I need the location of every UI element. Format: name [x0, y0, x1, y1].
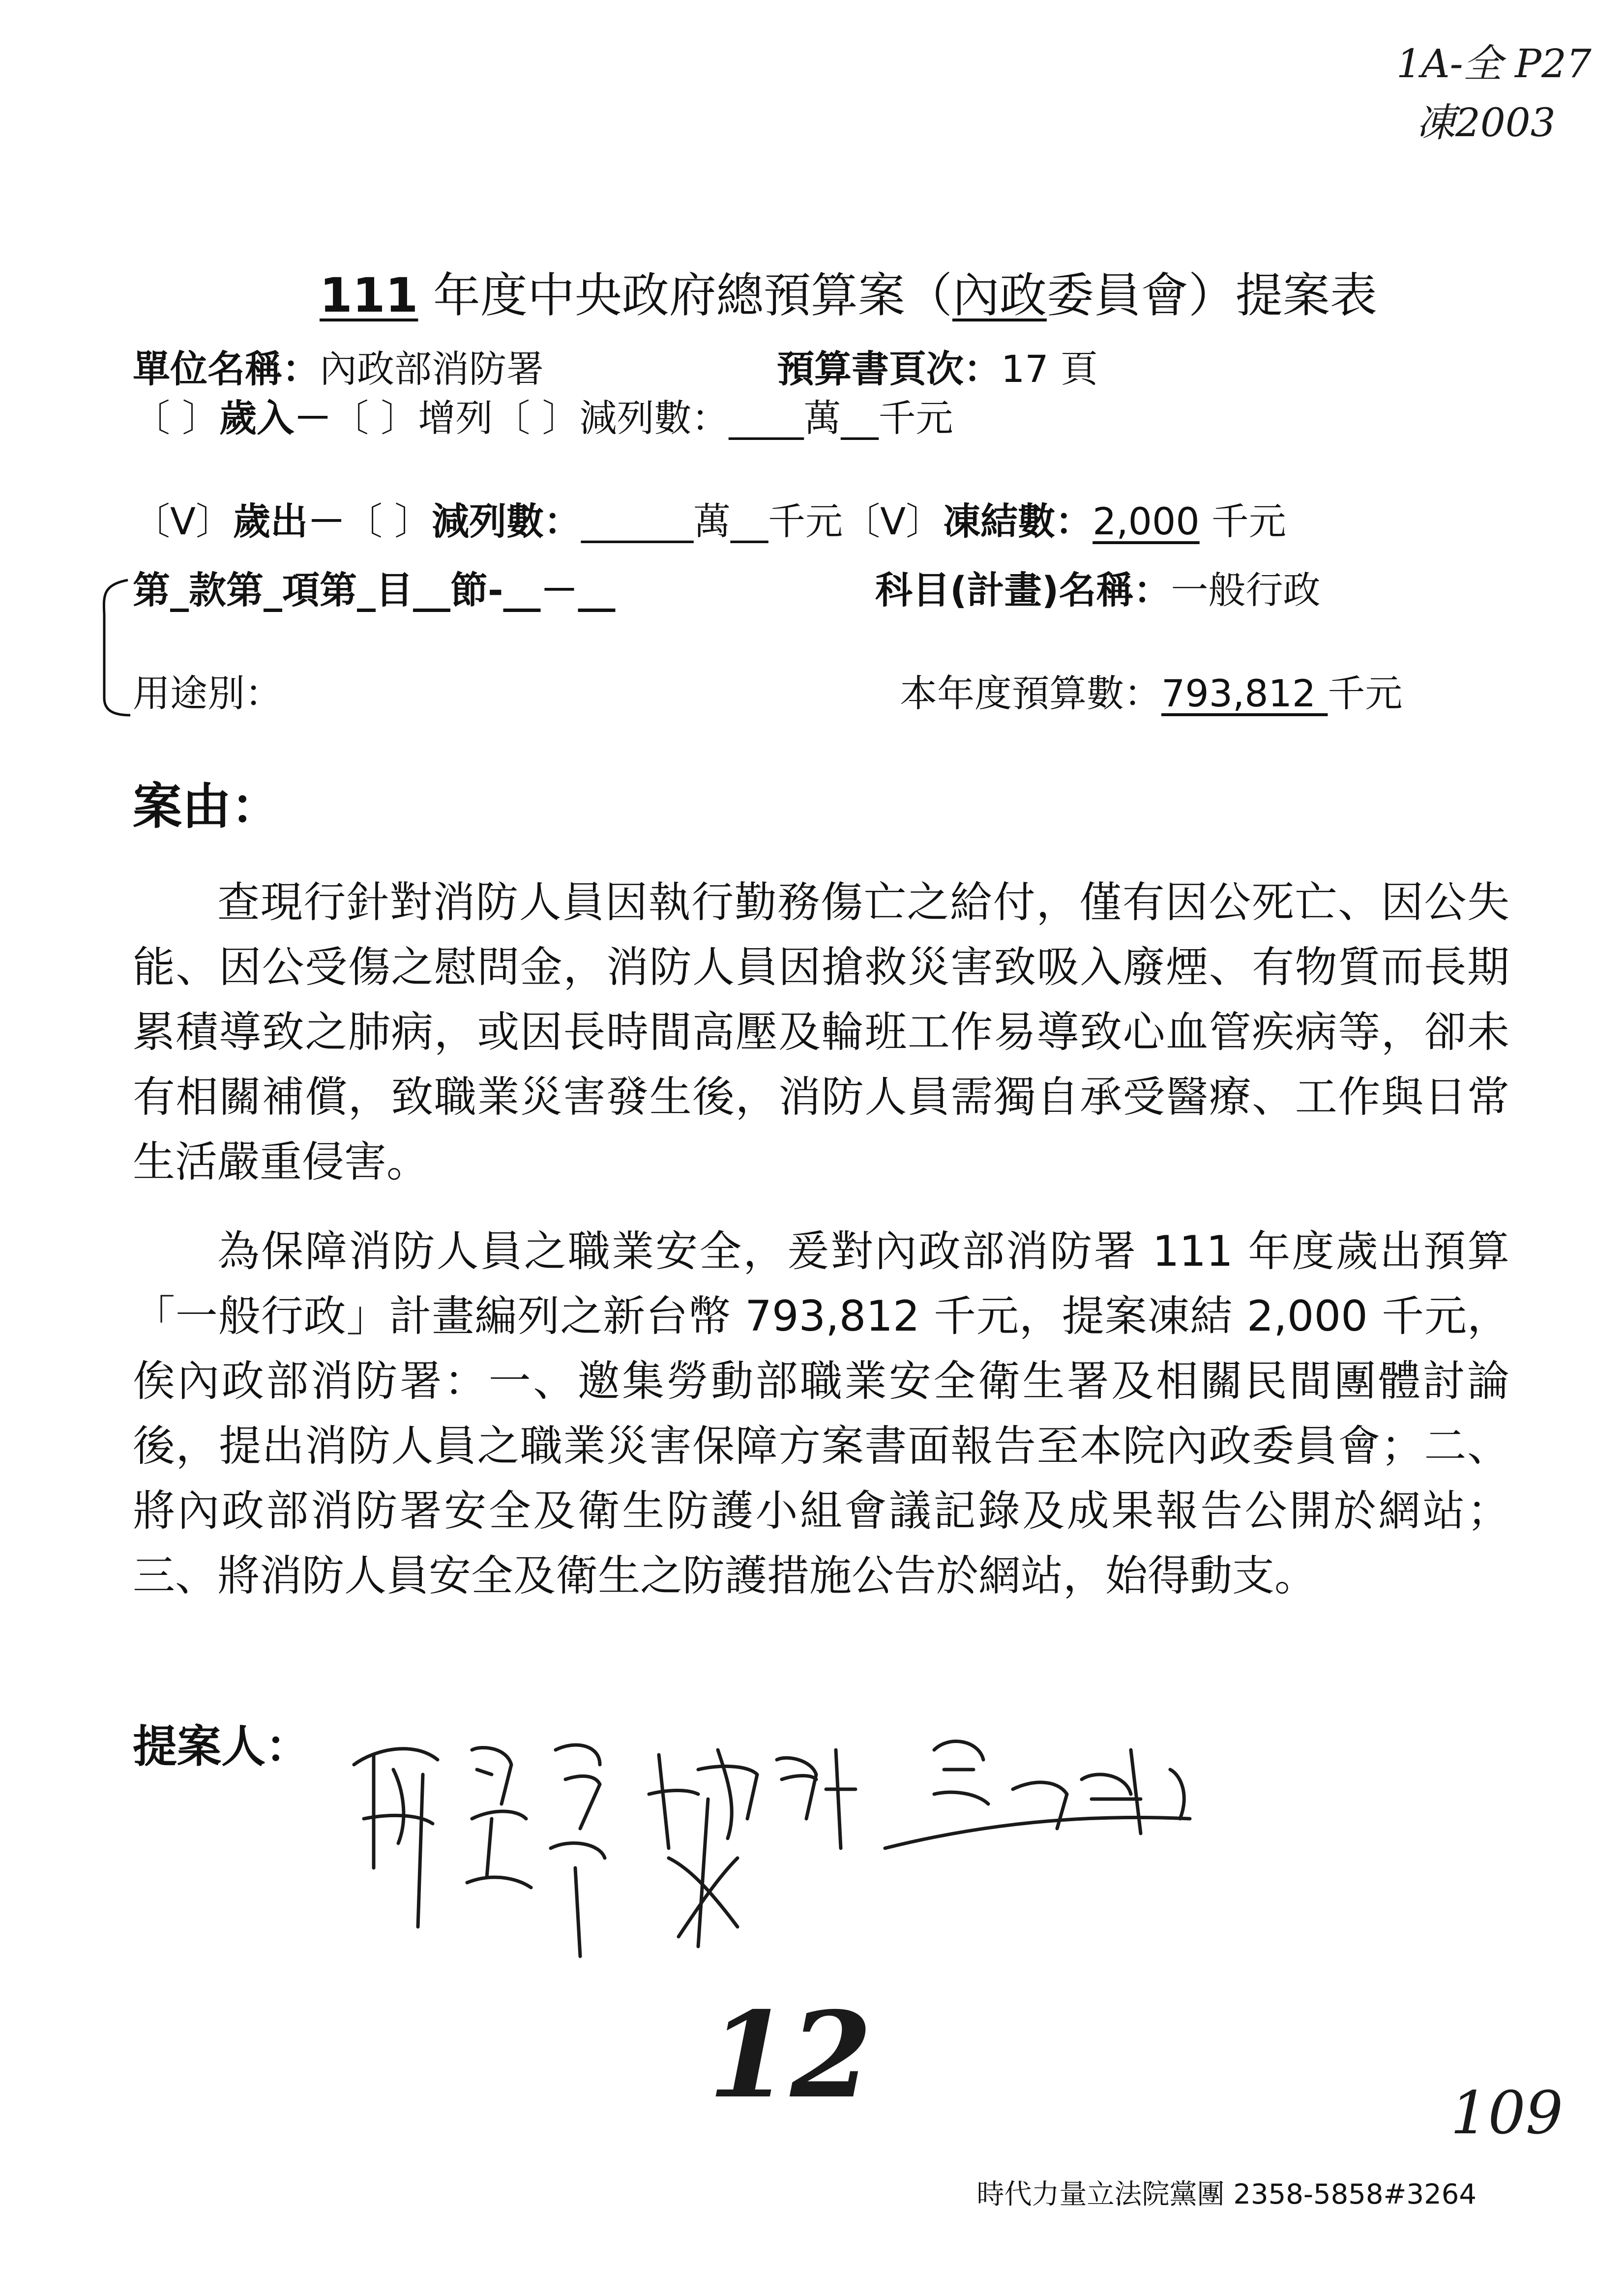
- revenue-increase-label: 增列: [418, 396, 493, 440]
- budget-label: 本年度預算數：: [900, 671, 1161, 715]
- handwritten-note-line1: 1A-全 P27: [1396, 41, 1592, 87]
- expense-checkbox: 〔V〕: [133, 499, 233, 543]
- handwritten-number: 12: [708, 1986, 872, 2124]
- page-ref-row: [777, 339, 1098, 393]
- expense-freeze-label: 凍結數：: [943, 499, 1093, 543]
- revenue-row: [133, 388, 953, 442]
- expense-freeze-value: 2,000: [1093, 499, 1200, 543]
- reason-paragraph-2: 為保障消防人員之職業安全，爰對內政部消防署 111 年度歲出預算「一般行政」計畫編列之新台幣 793,812 千元，提案凍結 2,000 千元，俟內政部消防署：一、邀集勞動部職業安全衛生署及相關民間團體討論後，提出消防人員之職業災害保障方案書面報告至本院內政委員會；二、將內政部消防署安全及衛生防護小組會議記錄及成果報告公開於網站；三、將消防人員安全及衛生之防護措施公告於網站，始得動支。: [133, 1227, 1509, 1600]
- usage-row: [133, 664, 282, 717]
- unit-value: 內政部消防署: [320, 347, 544, 391]
- subject-label: 科目(計畫)名稱：: [875, 568, 1171, 612]
- expense-decrease-checkbox: 〔 〕: [345, 499, 432, 543]
- budget-unit: 千元: [1328, 671, 1403, 715]
- revenue-decrease-label: 減列數：: [579, 396, 729, 440]
- revenue-decrease-checkbox: 〔 〕: [493, 396, 580, 440]
- reason-paragraph-1: 查現行針對消防人員因執行勤務傷亡之給付，僅有因公死亡、因公失能、因公受傷之慰問金，消防人員因搶救災害致吸入廢煙、有物質而長期累積導致之肺病，或因長時間高壓及輪班工作易導致心血管疾病等，卻未有相關補償，致職業災害發生後，消防人員需獨自承受醫療、工作與日常生活嚴重侵害。: [133, 878, 1509, 1187]
- expense-decrease-label: 減列數：: [432, 499, 582, 543]
- proposer-signatures: [344, 1720, 1259, 2005]
- handwritten-note: [1396, 34, 1592, 152]
- reason-heading: 案由：: [133, 778, 280, 835]
- subject-row: [875, 560, 1320, 614]
- revenue-label: 歲入－: [219, 396, 332, 440]
- revenue-increase-checkbox: 〔 〕: [331, 396, 418, 440]
- expense-label: 歲出－: [233, 499, 345, 543]
- subject-value: 一般行政: [1171, 568, 1321, 612]
- page-title: [320, 258, 1377, 325]
- page-ref-label: 預算書頁次：: [777, 347, 1001, 391]
- title-part2: 委員會）提案表: [1046, 268, 1377, 323]
- expense-freeze-checkbox: 〔V〕: [843, 499, 944, 543]
- title-year: 111: [320, 268, 418, 323]
- budget-row: [900, 664, 1402, 717]
- handwritten-note-line2: 凍2003: [1416, 100, 1556, 145]
- expense-amount: ______萬__千元: [581, 499, 843, 543]
- footer-contact: 時代力量立法院黨團 2358-5858#3264: [976, 2179, 1476, 2210]
- unit-label: 單位名稱：: [133, 347, 320, 391]
- left-bracket-mark: [93, 575, 133, 723]
- revenue-checkbox: 〔 〕: [133, 396, 220, 440]
- page-number: 109: [1450, 2079, 1564, 2148]
- proposer-label: 提案人：: [133, 1721, 310, 1773]
- unit-row: [133, 339, 544, 393]
- usage-label: 用途別：: [133, 671, 282, 715]
- revenue-amount: ____萬__千元: [729, 396, 953, 440]
- title-committee: 內政: [952, 268, 1047, 323]
- page-ref-value: 17 頁: [1001, 347, 1098, 391]
- expense-freeze-unit: 千元: [1199, 499, 1286, 543]
- title-part1: 年度中央政府總預算案（: [418, 268, 952, 323]
- expense-row: [133, 492, 1286, 545]
- section-line: 第_款第_項第_目__節-__－__: [133, 568, 616, 612]
- budget-value: 793,812: [1161, 671, 1328, 715]
